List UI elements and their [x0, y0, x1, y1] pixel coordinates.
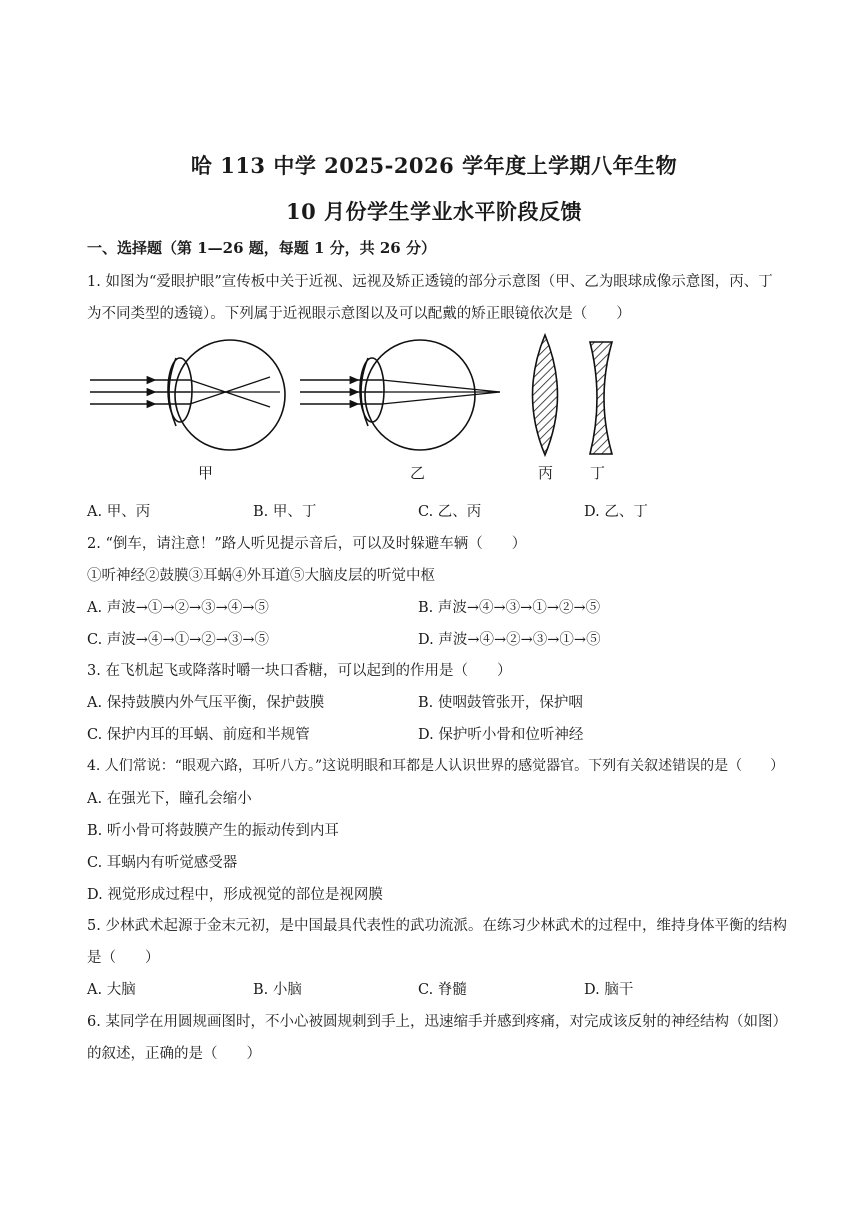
- fig-label-ding: 丁: [590, 464, 606, 482]
- q4-stem: 4. 人们常说：“眼观六路，耳听八方。”这说明眼和耳都是人认识世界的感觉器官。下列有关叙述错误的是（ ）: [87, 758, 785, 774]
- q3-option-c: C. 保护内耳的耳蜗、前庭和半规管: [87, 727, 310, 743]
- q1-stem-line1: 1. 如图为“爱眼护眼”宣传板中关于近视、远视及矫正透镜的部分示意图（甲、乙为眼球成像示意图，丙、丁: [87, 274, 773, 290]
- fig-label-yi: 乙: [410, 464, 426, 482]
- q2-stem-line2: ①听神经②鼓膜③耳蜗④外耳道⑤大脑皮层的听觉中枢: [87, 568, 435, 584]
- q5-option-a: A. 大脑: [87, 982, 136, 998]
- fig-label-jia: 甲: [198, 464, 214, 482]
- q1-stem-line2: 为不同类型的透镜）。下列属于近视眼示意图以及可以配戴的矫正眼镜依次是（ ）: [87, 306, 631, 322]
- q5-option-c: C. 脊髓: [418, 982, 467, 998]
- q3-option-a: A. 保持鼓膜内外气压平衡，保护鼓膜: [87, 695, 325, 711]
- q4-option-b: B. 听小骨可将鼓膜产生的振动传到内耳: [87, 823, 339, 839]
- exam-title: 哈 113 中学 2025-2026 学年度上学期八年生物: [190, 153, 678, 178]
- q3-option-b: B. 使咽鼓管张开，保护咽: [418, 695, 583, 711]
- q4-option-d: D. 视觉形成过程中，形成视觉的部位是视网膜: [87, 887, 383, 903]
- q3-option-d: D. 保护听小骨和位听神经: [418, 727, 584, 743]
- q3-stem: 3. 在飞机起飞或降落时嚼一块口香糖，可以起到的作用是（ ）: [87, 663, 512, 679]
- q6-stem-line2: 的叙述，正确的是（ ）: [87, 1046, 261, 1062]
- eye-yi-icon: [300, 340, 500, 450]
- convex-lens-icon: [533, 335, 558, 455]
- q6-stem-line1: 6. 某同学在用圆规画图时，不小心被圆规刺到手上，迅速缩手并感到疼痛，对完成该反射的神经结构（如图）: [87, 1014, 787, 1030]
- q1-option-d: D. 乙、丁: [584, 504, 648, 520]
- concave-lens-icon: [590, 342, 612, 454]
- q2-option-d: D. 声波→④→②→③→①→⑤: [418, 632, 601, 648]
- q2-option-c: C. 声波→④→①→②→③→⑤: [87, 632, 270, 648]
- q5-stem-line2: 是（ ）: [87, 950, 160, 966]
- q2-option-b: B. 声波→④→③→①→②→⑤: [418, 600, 601, 616]
- q5-stem-line1: 5. 少林武术起源于金末元初，是中国最具代表性的武功流派。在练习少林武术的过程中，维持身体平衡的结构: [87, 918, 787, 934]
- q2-stem-line1: 2. “倒车，请注意！”路人听见提示音后，可以及时躲避车辆（ ）: [87, 536, 527, 552]
- eye-jia-icon: [90, 340, 285, 450]
- q4-option-c: C. 耳蜗内有听觉感受器: [87, 855, 238, 871]
- q4-option-a: A. 在强光下，瞳孔会缩小: [87, 791, 252, 807]
- exam-subtitle: 10 月份学生学业水平阶段反馈: [285, 199, 583, 224]
- q2-option-a: A. 声波→①→②→③→④→⑤: [87, 600, 269, 616]
- q5-option-b: B. 小脑: [253, 982, 302, 998]
- fig-label-bing: 丙: [538, 464, 554, 482]
- q1-option-a: A. 甲、丙: [87, 504, 151, 520]
- q1-option-b: B. 甲、丁: [253, 504, 317, 520]
- eye-lens-figure: [80, 330, 640, 490]
- section-heading: 一、选择题（第 1—26 题，每题 1 分，共 26 分）: [87, 239, 436, 257]
- eye-diagram-svg: [80, 330, 640, 490]
- q1-option-c: C. 乙、丙: [418, 504, 482, 520]
- q5-option-d: D. 脑干: [584, 982, 634, 998]
